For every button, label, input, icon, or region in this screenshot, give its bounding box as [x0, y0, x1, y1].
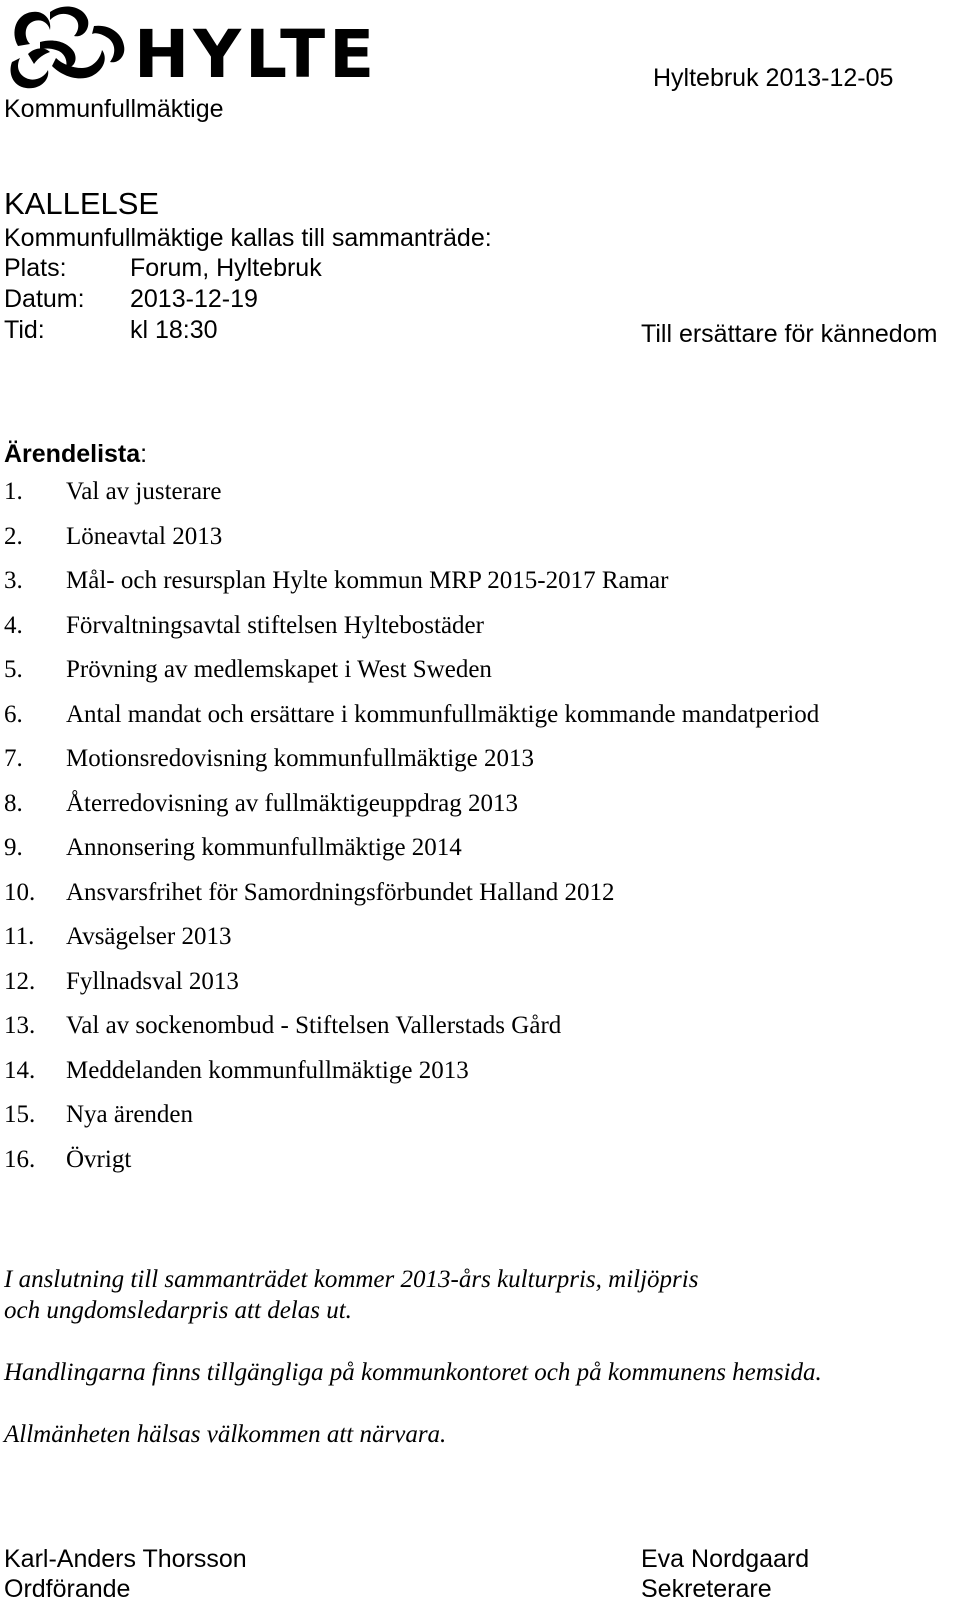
agenda-item-text: Antal mandat och ersättare i kommunfullmäktige kommande mandatperiod — [66, 701, 820, 728]
agenda-item-text: Val av justerare — [66, 478, 222, 505]
plats-value: Forum, Hyltebruk — [130, 254, 322, 282]
hylte-logo — [4, 2, 379, 94]
substitutes-note: Till ersättare för kännedom — [641, 320, 938, 348]
agenda-heading — [4, 440, 147, 469]
chairman-title: Ordförande — [4, 1575, 131, 1603]
agenda-heading-colon: : — [140, 440, 148, 468]
agenda-item-text: Val av sockenombud - Stiftelsen Vallerstads Gård — [66, 1012, 562, 1039]
agenda-item-text: Nya ärenden — [66, 1101, 194, 1128]
public-welcome-text: Allmänheten hälsas välkommen att närvara. — [4, 1421, 447, 1448]
agenda-item-text: Motionsredovisning kommunfullmäktige 2013 — [66, 745, 535, 772]
agenda-item-text: Återredovisning av fullmäktigeuppdrag 2013 — [66, 790, 518, 817]
datum-label: Datum: — [4, 285, 85, 313]
swirl-emblem-icon — [11, 6, 125, 88]
agenda-item-number: 2. — [4, 523, 23, 550]
hylte-logo-graphic — [4, 2, 379, 94]
agenda-item-number: 6. — [4, 701, 23, 728]
agenda-item-number: 14. — [4, 1057, 36, 1084]
logo-wordmark: HYLTE — [134, 16, 379, 93]
agenda-item-text: Ansvarsfrihet för Samordningsförbundet Halland 2012 — [66, 879, 615, 906]
agenda-item-number: 15. — [4, 1101, 36, 1128]
agenda-item-text: Löneavtal 2013 — [66, 523, 223, 550]
agenda-item-number: 5. — [4, 656, 23, 683]
tid-label: Tid: — [4, 316, 45, 344]
agenda-item-number: 10. — [4, 879, 36, 906]
agenda-heading-text: Ärendelista — [4, 440, 141, 468]
agenda-item-number: 1. — [4, 478, 23, 505]
plats-label: Plats: — [4, 254, 67, 282]
notice-intro: Kommunfullmäktige kallas till sammanträde: — [4, 224, 492, 252]
agenda-item-number: 11. — [4, 923, 35, 950]
agenda-item-text: Avsägelser 2013 — [66, 923, 232, 950]
agenda-item-number: 12. — [4, 968, 36, 995]
datum-value: 2013-12-19 — [130, 285, 258, 313]
agenda-item-text: Övrigt — [66, 1146, 132, 1173]
agenda-item-number: 7. — [4, 745, 23, 772]
agenda-item-text: Prövning av medlemskapet i West Sweden — [66, 656, 492, 683]
agenda-item-number: 16. — [4, 1146, 36, 1173]
agenda-item-number: 4. — [4, 612, 23, 639]
awards-text-line1: I anslutning till sammanträdet kommer 2013-års kulturpris, miljöpris — [4, 1266, 699, 1293]
tid-value: kl 18:30 — [130, 316, 218, 344]
agenda-item-text: Annonsering kommunfullmäktige 2014 — [66, 834, 462, 861]
agenda-item-number: 3. — [4, 567, 23, 594]
agenda-item-text: Förvaltningsavtal stiftelsen Hyltebostäder — [66, 612, 484, 639]
chairman-name: Karl-Anders Thorsson — [4, 1545, 247, 1573]
agenda-item-text: Meddelanden kommunfullmäktige 2013 — [66, 1057, 469, 1084]
organization-name: Kommunfullmäktige — [4, 95, 224, 123]
secretary-name: Eva Nordgaard — [641, 1545, 810, 1573]
agenda-item-number: 8. — [4, 790, 23, 817]
notice-title: KALLELSE — [4, 186, 160, 221]
place-and-date: Hyltebruk 2013-12-05 — [653, 64, 894, 92]
agenda-item-text: Mål- och resursplan Hylte kommun MRP 2015-2017 Ramar — [66, 567, 669, 594]
secretary-title: Sekreterare — [641, 1575, 772, 1603]
agenda-item-text: Fyllnadsval 2013 — [66, 968, 239, 995]
agenda-item-number: 9. — [4, 834, 23, 861]
documents-availability-text: Handlingarna finns tillgängliga på kommunkontoret och på kommunens hemsida. — [4, 1359, 822, 1386]
awards-text-line2: och ungdomsledarpris att delas ut. — [4, 1297, 352, 1324]
agenda-item-number: 13. — [4, 1012, 36, 1039]
